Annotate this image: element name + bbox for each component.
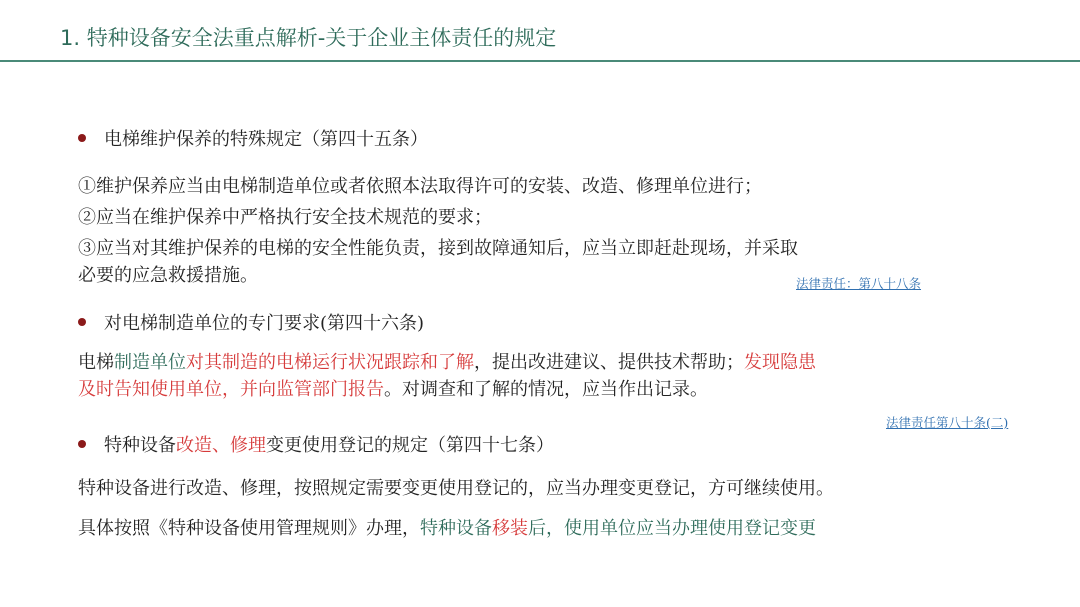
section3-paragraph-line2: 具体按照《特种设备使用管理规则》办理，特种设备移装后，使用单位应当办理使用登记变更 [78,518,816,539]
page-title: 1. 特种设备安全法重点解析-关于企业主体责任的规定 [60,26,557,50]
bullet-icon [78,134,86,142]
law-link-88[interactable]: 法律责任：第八十八条 [796,276,922,291]
section1-item: ①维护保养应当由电梯制造单位或者依照本法取得许可的安装、改造、修理单位进行； [78,176,762,197]
section1-heading-text: 电梯维护保养的特殊规定（第四十五条） [104,129,428,150]
law-link-80[interactable]: 法律责任第八十条(二) [886,415,1009,430]
section1-item: 必要的应急救援措施。 [78,265,258,286]
section2-heading-text: 对电梯制造单位的专门要求(第四十六条) [104,313,425,334]
section1-item: ③应当对其维护保养的电梯的安全性能负责，接到故障通知后，应当立即赶赴现场，并采取 [78,238,798,259]
section1-item: ②应当在维护保养中严格执行安全技术规范的要求； [78,207,492,228]
section3-heading: 特种设备改造、修理变更使用登记的规定（第四十七条） [78,433,554,459]
bullet-icon [78,318,86,326]
section2-paragraph-line2: 及时告知使用单位，并向监管部门报告。对调查和了解的情况，应当作出记录。 [78,379,708,400]
bullet-icon [78,440,86,448]
section2-paragraph-line1: 电梯制造单位对其制造的电梯运行状况跟踪和了解，提出改进建议、提供技术帮助；发现隐患 [78,352,816,373]
header-divider [0,60,1080,62]
section3-paragraph-line1: 特种设备进行改造、修理，按照规定需要变更使用登记的，应当办理变更登记，方可继续使用。 [78,478,834,499]
section2-heading [78,311,424,337]
section1-heading [78,127,428,153]
